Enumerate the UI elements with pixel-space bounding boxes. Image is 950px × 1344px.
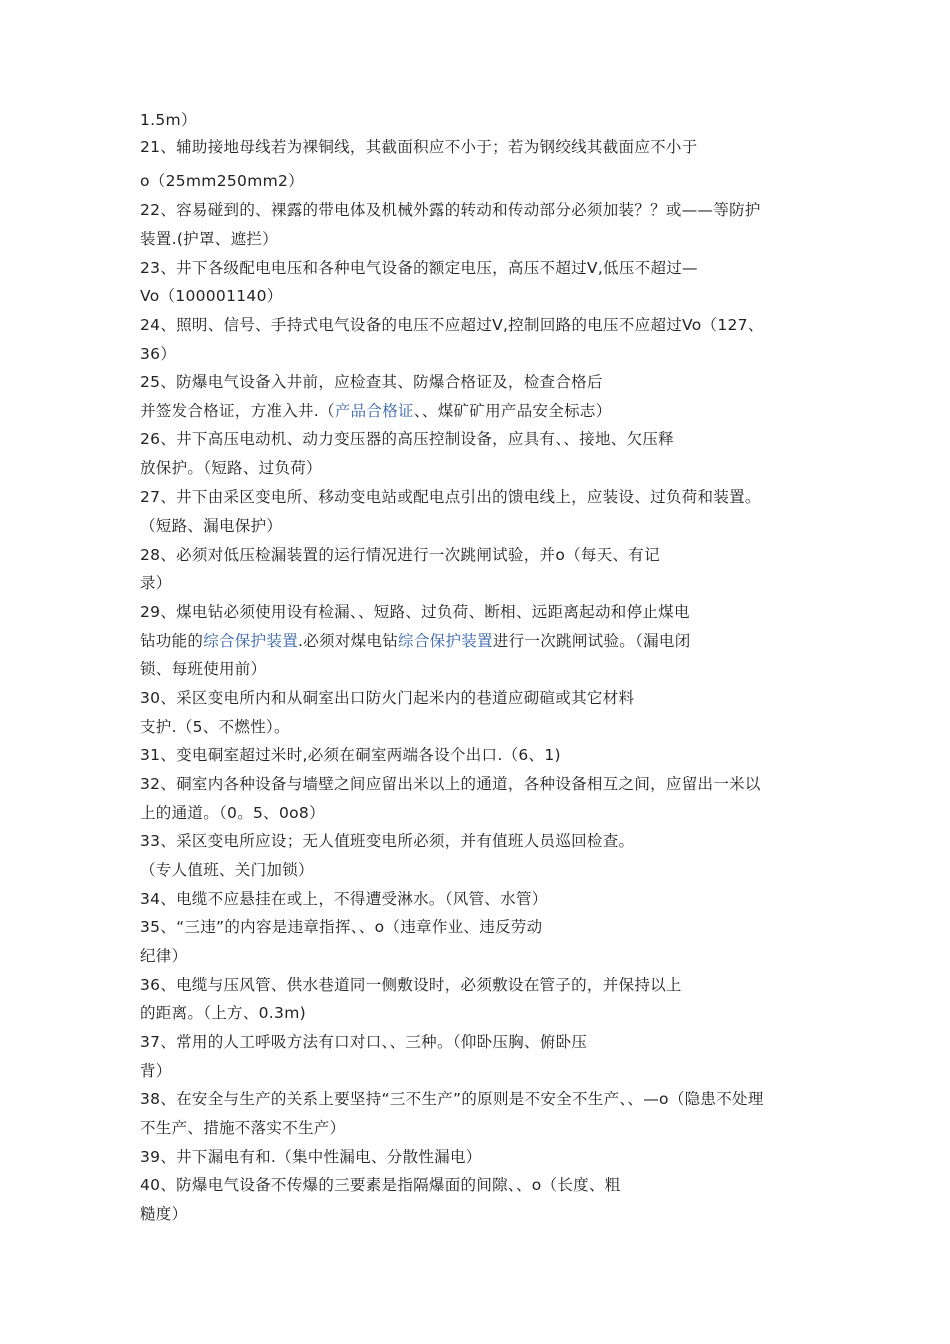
- text-line: [140, 401, 612, 421]
- text-line: 的距离。（上方、0.3m): [140, 1004, 306, 1022]
- text-line: 29、煤电钻必须使用设有检漏、、短路、过负荷、断相、远距离起动和停止煤电: [140, 603, 690, 621]
- text-line: 32、硐室内各种设备与墙壁之间应留出米以上的通道，各种设备相互之间，应留出一米以: [140, 775, 761, 793]
- text-segment: .必须对煤电钻: [298, 632, 399, 650]
- text-line: 支护.（5、不燃性）。: [140, 718, 290, 736]
- text-line: 1.5m）: [140, 111, 197, 129]
- text-line: 装置.(护罩、遮拦）: [140, 230, 278, 248]
- text-line: 39、井下漏电有和.（集中性漏电、分散性漏电）: [140, 1148, 482, 1166]
- text-line: o（25mm250mm2）: [140, 172, 304, 190]
- text-line: 34、电缆不应悬挂在或上，不得遭受淋水。（风管、水管）: [140, 890, 548, 908]
- text-line: 放保护。（短路、过负荷）: [140, 459, 322, 477]
- link-comprehensive-protection[interactable]: 综合保护装置: [398, 632, 493, 650]
- text-segment: 、、煤矿矿用产品安全标志）: [413, 402, 612, 420]
- text-line: 24、照明、信号、手持式电气设备的电压不应超过V,控制回路的电压不应超过Vo（127、: [140, 316, 764, 334]
- text-line: 不生产、措施不落实不生产）: [140, 1119, 346, 1137]
- text-segment: 进行一次跳闸试验。（漏电闭: [492, 632, 691, 650]
- text-line: 35、“三违”的内容是违章指挥、、o（违章作业、违反劳动: [140, 918, 543, 936]
- text-line: 33、采区变电所应设；无人值班变电所必须，并有值班人员巡回检查。: [140, 832, 635, 850]
- text-line: 录）: [140, 574, 172, 592]
- text-line: （专人值班、关门加锁）: [140, 861, 314, 879]
- text-line: 30、采区变电所内和从硐室出口防火门起米内的巷道应砌碹或其它材料: [140, 689, 635, 707]
- text-line: 26、井下高压电动机、动力变压器的高压控制设备，应具有、、接地、欠压释: [140, 430, 674, 448]
- text-line: 38、在安全与生产的关系上要坚持“三不生产”的原则是不安全不生产、、—o（隐患不处理: [140, 1090, 764, 1108]
- text-line: 25、防爆电气设备入井前，应检查其、防爆合格证及，检查合格后: [140, 373, 603, 391]
- text-line: 37、常用的人工呼吸方法有口对口、、三种。（仰卧压胸、俯卧压: [140, 1033, 588, 1051]
- text-line: 28、必须对低压检漏装置的运行情况进行一次跳闸试验，并o（每天、有记: [140, 546, 660, 564]
- text-line: 背）: [140, 1062, 172, 1080]
- link-product-certificate[interactable]: 产品合格证: [334, 402, 414, 420]
- text-segment: 钻功能的: [140, 632, 204, 650]
- text-line: 27、井下由采区变电所、移动变电站或配电点引出的馈电线上，应装设、过负荷和装置。: [140, 488, 761, 506]
- text-line: 21、辅助接地母线若为裸铜线，其截面积应不小于；若为钢绞线其截面应不小于: [140, 138, 698, 156]
- text-line: 40、防爆电气设备不传爆的三要素是指隔爆面的间隙、、o（长度、粗: [140, 1176, 621, 1194]
- text-line: 纪律）: [140, 947, 188, 965]
- text-line: 锁、每班使用前）: [140, 660, 267, 678]
- text-line: [140, 631, 691, 651]
- text-line: 36）: [140, 345, 177, 363]
- text-line: 36、电缆与压风管、供水巷道同一侧敷设时，必须敷设在管子的，并保持以上: [140, 976, 682, 994]
- text-segment: 并签发合格证，方准入井.（: [140, 402, 335, 420]
- text-line: 22、容易碰到的、裸露的带电体及机械外露的转动和传动部分必须加装？？或——等防护: [140, 201, 761, 219]
- text-line: （短路、漏电保护）: [140, 517, 283, 535]
- link-comprehensive-protection[interactable]: 综合保护装置: [203, 632, 299, 650]
- text-line: 糙度）: [140, 1205, 188, 1223]
- text-line: 31、变电硐室超过米时,必须在硐室两端各设个出口.（6、1): [140, 746, 561, 764]
- text-line: 23、井下各级配电电压和各种电气设备的额定电压，高压不超过V,低压不超过—: [140, 259, 698, 277]
- text-line: 上的通道。（0。5、0o8）: [140, 804, 325, 822]
- text-line: Vo（100001140）: [140, 287, 283, 305]
